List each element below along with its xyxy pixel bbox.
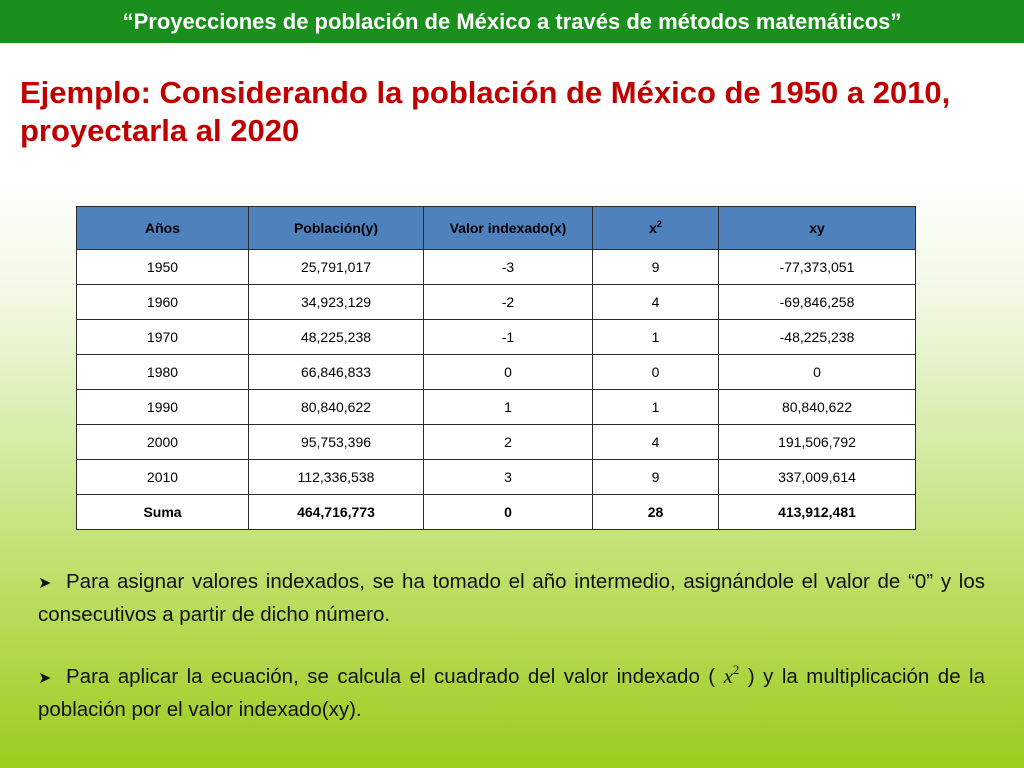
cell-xy: 0 — [719, 355, 916, 390]
cell-population: 34,923,129 — [249, 285, 424, 320]
header-x-squared-exponent: 2 — [656, 219, 662, 229]
cell-x-squared: 1 — [593, 320, 719, 355]
cell-indexed-value: 0 — [424, 355, 593, 390]
header-x-squared — [593, 207, 719, 250]
cell-indexed-value: 2 — [424, 425, 593, 460]
cell-year: 1960 — [77, 285, 249, 320]
cell-population: 66,846,833 — [249, 355, 424, 390]
note-bullet-equation — [38, 661, 985, 725]
cell-xy: 191,506,792 — [719, 425, 916, 460]
table-row — [77, 250, 916, 285]
population-table — [76, 206, 916, 530]
cell-x-squared: 9 — [593, 250, 719, 285]
cell-population: 48,225,238 — [249, 320, 424, 355]
cell-indexed-value: -2 — [424, 285, 593, 320]
cell-indexed-value: -3 — [424, 250, 593, 285]
slide-heading: Ejemplo: Considerando la población de México de 1950 a 2010, proyectarla al 2020 — [20, 75, 951, 148]
cell-indexed-value: 3 — [424, 460, 593, 495]
cell-population: 95,753,396 — [249, 425, 424, 460]
cell-year: 1950 — [77, 250, 249, 285]
cell-x-squared: 1 — [593, 390, 719, 425]
total-x-squared: 28 — [593, 495, 719, 530]
cell-xy: -77,373,051 — [719, 250, 916, 285]
total-population: 464,716,773 — [249, 495, 424, 530]
cell-population: 25,791,017 — [249, 250, 424, 285]
total-label: Suma — [77, 495, 249, 530]
cell-xy: -48,225,238 — [719, 320, 916, 355]
table-row — [77, 390, 916, 425]
total-xy: 413,912,481 — [719, 495, 916, 530]
cell-population: 80,840,622 — [249, 390, 424, 425]
note-text-equation-start: Para aplicar la ecuación, se calcula el cuadrado del valor indexado ( — [66, 665, 716, 688]
explanation-notes — [38, 566, 985, 725]
slide-title: “Proyecciones de población de México a través de métodos matemáticos” — [122, 9, 902, 34]
table-total-row — [77, 495, 916, 530]
slide-title-banner — [0, 0, 1024, 43]
header-years: Años — [77, 207, 249, 250]
header-indexed-value: Valor indexado(x) — [424, 207, 593, 250]
formula-base: x — [723, 664, 733, 688]
note-text-indexing: Para asignar valores indexados, se ha tomado el año intermedio, asignándole el valor de “0” y los consecutivos a partir de dicho número. — [38, 570, 985, 626]
table-row — [77, 460, 916, 495]
total-indexed-value: 0 — [424, 495, 593, 530]
cell-indexed-value: -1 — [424, 320, 593, 355]
cell-xy: 80,840,622 — [719, 390, 916, 425]
table-row — [77, 425, 916, 460]
formula-exponent: 2 — [732, 662, 740, 677]
cell-year: 2000 — [77, 425, 249, 460]
cell-year: 1990 — [77, 390, 249, 425]
header-population: Población(y) — [249, 207, 424, 250]
cell-year: 1970 — [77, 320, 249, 355]
table-row — [77, 320, 916, 355]
header-x-squared-base: x — [649, 220, 657, 236]
table-row — [77, 285, 916, 320]
table-row — [77, 355, 916, 390]
cell-year: 2010 — [77, 460, 249, 495]
note-text-equation-end: ) y la multiplicación de la población por el valor indexado(xy). — [38, 665, 985, 721]
x-squared-formula — [724, 664, 740, 688]
cell-xy: -69,846,258 — [719, 285, 916, 320]
cell-x-squared: 4 — [593, 285, 719, 320]
arrow-bullet-icon: ➤ — [38, 575, 52, 592]
cell-xy: 337,009,614 — [719, 460, 916, 495]
cell-x-squared: 9 — [593, 460, 719, 495]
cell-indexed-value: 1 — [424, 390, 593, 425]
note-bullet-indexing — [38, 566, 985, 630]
cell-year: 1980 — [77, 355, 249, 390]
cell-population: 112,336,538 — [249, 460, 424, 495]
arrow-bullet-icon: ➤ — [38, 670, 52, 687]
cell-x-squared: 0 — [593, 355, 719, 390]
header-xy: xy — [719, 207, 916, 250]
cell-x-squared: 4 — [593, 425, 719, 460]
table-header-row — [77, 207, 916, 250]
